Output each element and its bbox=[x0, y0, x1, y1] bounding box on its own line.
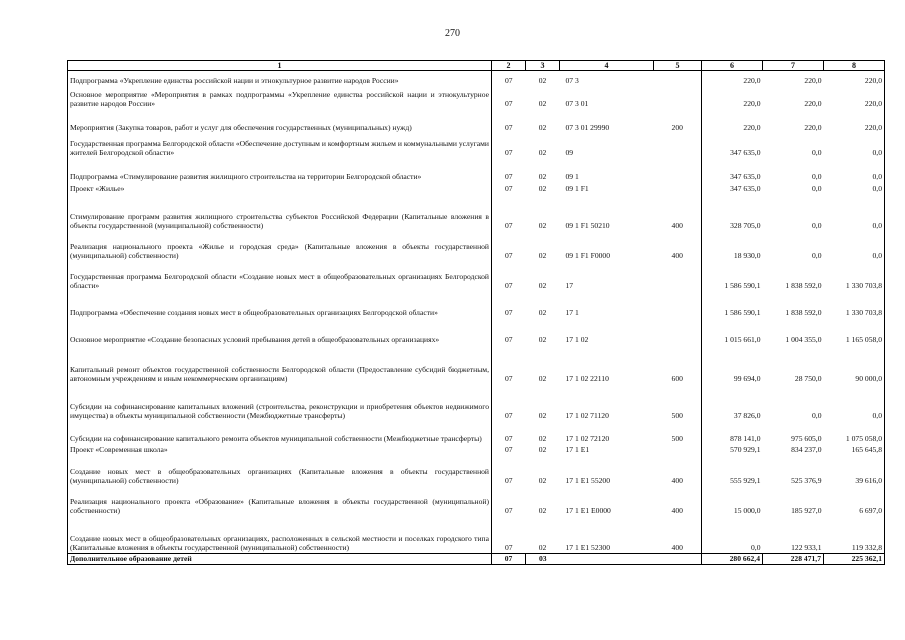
header-col-4: 4 bbox=[560, 61, 654, 71]
cell-subsection: 02 bbox=[538, 505, 547, 515]
cell-amount-col7: 220,0 bbox=[804, 98, 822, 108]
cell-target-article: 07 3 bbox=[565, 75, 579, 85]
cell-target-article: 07 3 01 29990 bbox=[565, 122, 610, 132]
cell-subsection: 02 bbox=[538, 475, 547, 485]
cell-amount-col6: 220,0 bbox=[702, 109, 763, 133]
row-name: Субсидии на софинансирование капитального ремонта объектов муниципальной собственности (Межбюджетные трансферты) bbox=[68, 421, 492, 444]
row-name: Субсидии на софинансирование капитальных вложений (строительства, реконструкции и приобретения объектов недвижимого имущества) в объекты муниципальной собственности (Межбюджетные трансферты) bbox=[68, 384, 492, 421]
cell-expense-type: 400 bbox=[671, 505, 683, 515]
header-col-8: 8 bbox=[824, 61, 885, 71]
cell-subsection: 02 bbox=[538, 122, 547, 132]
table-row bbox=[68, 444, 885, 455]
cell-target-article: 17 1 E1 52300 bbox=[565, 543, 611, 553]
cell-amount-col6: 220,0 bbox=[702, 86, 763, 109]
cell-section: 07 bbox=[504, 475, 513, 485]
cell-subsection: 02 bbox=[538, 334, 547, 344]
cell-target-article: 17 1 bbox=[565, 307, 579, 317]
cell-expense-type: 500 bbox=[671, 410, 683, 420]
cell-amount-col6: 555 929,1 bbox=[702, 455, 763, 486]
cell-amount-col6: 570 929,1 bbox=[702, 444, 763, 455]
cell-amount-col6: 347 635,0 bbox=[702, 158, 763, 182]
cell-amount-col6: 328 705,0 bbox=[702, 194, 763, 231]
cell-subsection: 02 bbox=[538, 147, 547, 157]
table-row bbox=[68, 486, 885, 516]
cell-amount-col6: 1 586 590,1 bbox=[702, 291, 763, 318]
cell-target-article: 09 1 F1 bbox=[565, 183, 589, 193]
cell-amount-col8: 90 000,0 bbox=[824, 345, 885, 384]
cell-amount-col7: 28 750,0 bbox=[794, 373, 822, 383]
table-row bbox=[68, 71, 885, 86]
cell-amount-col7: 185 927,0 bbox=[791, 505, 822, 515]
table-row bbox=[68, 318, 885, 345]
page-number: 270 bbox=[445, 28, 460, 39]
cell-amount-col6: 99 694,0 bbox=[702, 345, 763, 384]
cell-amount-col7: 975 605,0 bbox=[791, 433, 822, 443]
cell-target-article: 17 1 02 bbox=[565, 334, 589, 344]
cell-amount-col8: 0,0 bbox=[824, 384, 885, 421]
cell-section: 07 bbox=[504, 220, 513, 230]
table-row bbox=[68, 516, 885, 554]
cell-amount-col7: 0,0 bbox=[812, 147, 822, 157]
cell-subsection: 02 bbox=[538, 171, 547, 181]
cell-subsection: 02 bbox=[538, 433, 547, 443]
cell-amount-col7: 0,0 bbox=[812, 250, 822, 260]
table-row bbox=[68, 231, 885, 261]
cell-amount-col6: 0,0 bbox=[702, 516, 763, 554]
cell-section: 07 bbox=[504, 433, 513, 443]
table-row bbox=[68, 194, 885, 231]
cell-target-article: 17 1 02 22110 bbox=[565, 373, 609, 383]
cell-amount-col6: 347 635,0 bbox=[702, 133, 763, 158]
table-row bbox=[68, 261, 885, 291]
cell-amount-col7: 122 933,1 bbox=[791, 543, 822, 553]
total-expense-type bbox=[654, 554, 702, 565]
cell-amount-col7: 0,0 bbox=[812, 410, 822, 420]
cell-target-article: 07 3 01 bbox=[565, 98, 589, 108]
header-col-1: 1 bbox=[68, 61, 492, 71]
cell-section: 07 bbox=[504, 543, 513, 553]
cell-amount-col8: 1 075 058,0 bbox=[824, 421, 885, 444]
cell-amount-col8: 0,0 bbox=[824, 158, 885, 182]
cell-section: 07 bbox=[504, 505, 513, 515]
total-amount-col6: 280 662,4 bbox=[702, 554, 763, 565]
cell-amount-col8: 1 330 703,8 bbox=[824, 261, 885, 291]
cell-amount-col6: 37 826,0 bbox=[702, 384, 763, 421]
cell-amount-col7: 220,0 bbox=[804, 122, 822, 132]
row-name: Реализация национального проекта «Жилье и городская среда» (Капитальные вложения в объекты государственной (муниципальной) собственности) bbox=[68, 231, 492, 261]
total-subsection: 03 bbox=[526, 554, 560, 565]
cell-subsection: 02 bbox=[538, 98, 547, 108]
cell-amount-col8: 220,0 bbox=[824, 71, 885, 86]
cell-section: 07 bbox=[504, 171, 513, 181]
cell-amount-col8: 0,0 bbox=[824, 231, 885, 261]
cell-section: 07 bbox=[504, 334, 513, 344]
cell-subsection: 02 bbox=[538, 444, 547, 454]
row-name: Подпрограмма «Укрепление единства российской нации и этнокультурное развитие народов России» bbox=[68, 71, 492, 86]
cell-section: 07 bbox=[504, 444, 513, 454]
cell-amount-col7: 1 838 592,0 bbox=[785, 280, 822, 290]
cell-amount-col7: 525 376,9 bbox=[791, 475, 822, 485]
cell-section: 07 bbox=[504, 147, 513, 157]
cell-expense-type bbox=[654, 182, 702, 194]
cell-amount-col8: 220,0 bbox=[824, 86, 885, 109]
cell-target-article: 17 1 02 72120 bbox=[565, 433, 610, 443]
table-row bbox=[68, 109, 885, 133]
cell-amount-col8: 39 616,0 bbox=[824, 455, 885, 486]
table-row bbox=[68, 86, 885, 109]
cell-subsection: 02 bbox=[538, 410, 547, 420]
cell-section: 07 bbox=[504, 122, 513, 132]
cell-amount-col6: 220,0 bbox=[702, 71, 763, 86]
cell-subsection: 02 bbox=[538, 250, 547, 260]
cell-subsection: 02 bbox=[538, 307, 547, 317]
cell-expense-type: 400 bbox=[671, 543, 683, 553]
cell-expense-type: 600 bbox=[671, 373, 683, 383]
header-col-6: 6 bbox=[702, 61, 763, 71]
table-row bbox=[68, 421, 885, 444]
cell-section: 07 bbox=[504, 307, 513, 317]
cell-subsection: 02 bbox=[538, 220, 547, 230]
cell-amount-col6: 1 586 590,1 bbox=[702, 261, 763, 291]
cell-subsection: 02 bbox=[538, 373, 547, 383]
cell-expense-type: 200 bbox=[671, 122, 683, 132]
cell-expense-type: 500 bbox=[671, 433, 683, 443]
table-row bbox=[68, 182, 885, 194]
cell-expense-type bbox=[654, 318, 702, 345]
cell-target-article: 09 bbox=[565, 147, 574, 157]
cell-expense-type bbox=[654, 291, 702, 318]
table-row bbox=[68, 158, 885, 182]
row-name: Основное мероприятие «Создание безопасных условий пребывания детей в общеобразовательных организациях» bbox=[68, 318, 492, 345]
table-row bbox=[68, 384, 885, 421]
cell-target-article: 09 1 F1 F0000 bbox=[565, 250, 611, 260]
cell-amount-col7: 834 237,0 bbox=[791, 444, 822, 454]
table-header-row bbox=[68, 61, 885, 71]
cell-section: 07 bbox=[504, 410, 513, 420]
cell-amount-col7: 1 838 592,0 bbox=[785, 307, 822, 317]
row-name: Проект «Жилье» bbox=[68, 182, 492, 194]
cell-amount-col7: 1 004 355,0 bbox=[785, 334, 822, 344]
row-name: Капитальный ремонт объектов государственной собственности Белгородской области (Предоставление субсидий бюджетным, автономным учреждениям и иным некоммерческим организациям) bbox=[68, 345, 492, 384]
cell-target-article: 09 1 F1 50210 bbox=[565, 220, 610, 230]
row-name: Реализация национального проекта «Образование» (Капитальные вложения в объекты государственной (муниципальной) собственности) bbox=[68, 486, 492, 516]
cell-amount-col8: 6 697,0 bbox=[824, 486, 885, 516]
row-name: Создание новых мест в общеобразовательных организациях, расположенных в сельской местности и поселках городского типа (Капитальные вложения в объекты государственной (муниципальной) собственности) bbox=[68, 516, 492, 554]
row-name: Подпрограмма «Стимулирование развития жилищного строительства на территории Белгородской области» bbox=[68, 158, 492, 182]
cell-expense-type bbox=[654, 261, 702, 291]
cell-subsection: 02 bbox=[538, 183, 547, 193]
total-row-name: Дополнительное образование детей bbox=[68, 554, 492, 565]
cell-expense-type bbox=[654, 444, 702, 455]
header-col-2: 2 bbox=[492, 61, 526, 71]
cell-amount-col8: 0,0 bbox=[824, 133, 885, 158]
header-col-3: 3 bbox=[526, 61, 560, 71]
row-name: Проект «Современная школа» bbox=[68, 444, 492, 455]
cell-amount-col8: 1 165 058,0 bbox=[824, 318, 885, 345]
table-row bbox=[68, 133, 885, 158]
total-section: 07 bbox=[492, 554, 526, 565]
cell-amount-col6: 878 141,0 bbox=[702, 421, 763, 444]
row-name: Создание новых мест в общеобразовательных организациях (Капитальные вложения в объекты государственной (муниципальной) собственности) bbox=[68, 455, 492, 486]
cell-subsection: 02 bbox=[538, 75, 547, 85]
table-row bbox=[68, 291, 885, 318]
header-col-7: 7 bbox=[763, 61, 824, 71]
cell-expense-type bbox=[654, 158, 702, 182]
row-name: Государственная программа Белгородской области «Создание новых мест в общеобразовательных организациях Белгородской области» bbox=[68, 261, 492, 291]
cell-amount-col6: 15 000,0 bbox=[702, 486, 763, 516]
cell-amount-col7: 0,0 bbox=[812, 171, 822, 181]
cell-expense-type bbox=[654, 86, 702, 109]
cell-amount-col8: 165 645,8 bbox=[824, 444, 885, 455]
budget-table bbox=[67, 60, 885, 565]
cell-amount-col6: 1 015 661,0 bbox=[702, 318, 763, 345]
cell-target-article: 17 1 E1 55200 bbox=[565, 475, 611, 485]
row-name: Государственная программа Белгородской области «Обеспечение доступным и комфортным жильем и коммунальными услугами жителей Белгородской области» bbox=[68, 133, 492, 158]
table-row bbox=[68, 455, 885, 486]
cell-amount-col6: 18 930,0 bbox=[702, 231, 763, 261]
total-target-article bbox=[560, 554, 654, 565]
cell-amount-col8: 1 330 703,8 bbox=[824, 291, 885, 318]
cell-target-article: 17 1 E1 E0000 bbox=[565, 505, 611, 515]
cell-expense-type: 400 bbox=[671, 250, 683, 260]
cell-amount-col8: 0,0 bbox=[824, 182, 885, 194]
cell-target-article: 17 1 02 71120 bbox=[565, 410, 609, 420]
cell-section: 07 bbox=[504, 183, 513, 193]
cell-section: 07 bbox=[504, 75, 513, 85]
header-col-5: 5 bbox=[654, 61, 702, 71]
cell-section: 07 bbox=[504, 98, 513, 108]
cell-expense-type bbox=[654, 71, 702, 86]
cell-target-article: 09 1 bbox=[565, 171, 579, 181]
total-amount-col8: 225 362,1 bbox=[824, 554, 885, 565]
total-amount-col7: 228 471,7 bbox=[763, 554, 824, 565]
cell-amount-col6: 347 635,0 bbox=[702, 182, 763, 194]
cell-amount-col8: 220,0 bbox=[824, 109, 885, 133]
cell-expense-type bbox=[654, 133, 702, 158]
cell-section: 07 bbox=[504, 250, 513, 260]
row-name: Основное мероприятие «Мероприятия в рамках подпрограммы «Укрепление единства российской нации и этнокультурное развитие народов России» bbox=[68, 86, 492, 109]
cell-expense-type: 400 bbox=[671, 220, 683, 230]
cell-amount-col8: 0,0 bbox=[824, 194, 885, 231]
cell-target-article: 17 1 E1 bbox=[565, 444, 590, 454]
cell-section: 07 bbox=[504, 280, 513, 290]
cell-amount-col8: 119 332,8 bbox=[824, 516, 885, 554]
cell-amount-col7: 0,0 bbox=[812, 183, 822, 193]
row-name: Подпрограмма «Обеспечение создания новых мест в общеобразовательных организациях Белгородской области» bbox=[68, 291, 492, 318]
cell-subsection: 02 bbox=[538, 543, 547, 553]
table-total-row bbox=[68, 554, 885, 565]
cell-target-article: 17 bbox=[565, 280, 574, 290]
row-name: Стимулирование программ развития жилищного строительства субъектов Российской Федерации (Капитальные вложения в объекты государственной (муниципальной) собственности) bbox=[68, 194, 492, 231]
cell-section: 07 bbox=[504, 373, 513, 383]
cell-amount-col7: 220,0 bbox=[804, 75, 822, 85]
table-row bbox=[68, 345, 885, 384]
cell-amount-col7: 0,0 bbox=[812, 220, 822, 230]
cell-expense-type: 400 bbox=[671, 475, 683, 485]
cell-subsection: 02 bbox=[538, 280, 547, 290]
row-name: Мероприятия (Закупка товаров, работ и услуг для обеспечения государственных (муниципальных) нужд) bbox=[68, 109, 492, 133]
